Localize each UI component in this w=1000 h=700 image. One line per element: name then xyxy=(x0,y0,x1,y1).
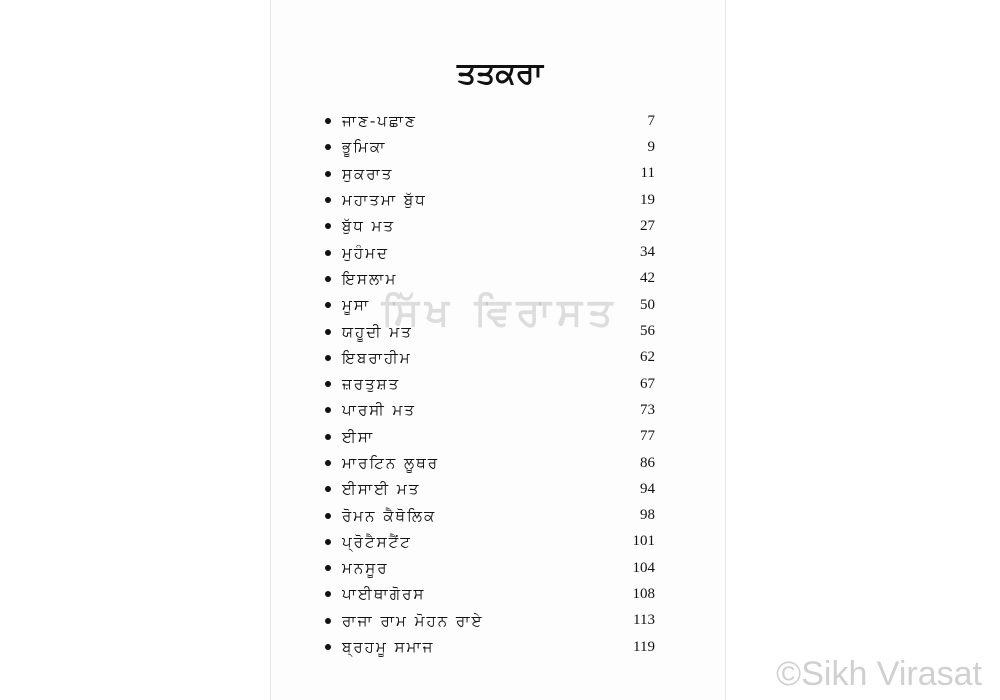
toc-entry xyxy=(325,345,655,371)
toc-entry-page-number: 62 xyxy=(640,349,655,366)
bullet-icon xyxy=(325,407,331,413)
toc-entry xyxy=(325,581,655,607)
toc-entry-title: ਈਸਾ xyxy=(342,427,375,446)
toc-entry-page-number: 9 xyxy=(647,138,655,155)
toc-entry-page-number: 7 xyxy=(647,112,655,129)
toc-entry-page-number: 86 xyxy=(640,454,655,471)
toc-entry-title: ਮੂਸਾ xyxy=(342,296,371,315)
toc-entry-page-number: 113 xyxy=(633,612,655,629)
toc-entry-page-number: 101 xyxy=(632,533,655,550)
center-watermark: ਸਿੱਖ ਵਿਰਾਸਤ xyxy=(381,290,619,334)
toc-entry-title: ਬੁੱਧ ਮਤ xyxy=(342,217,396,236)
bullet-icon xyxy=(325,302,331,308)
bullet-icon xyxy=(325,355,331,361)
bullet-icon xyxy=(325,118,331,124)
toc-entry-page-number: 104 xyxy=(632,559,655,576)
bullet-icon xyxy=(325,434,331,440)
toc-entry xyxy=(325,634,655,660)
toc-entry xyxy=(325,318,655,344)
bullet-icon xyxy=(325,513,331,519)
toc-entry-title: ਯਹੂਦੀ ਮਤ xyxy=(342,322,413,341)
bullet-icon xyxy=(325,223,331,229)
toc-entry xyxy=(325,292,655,318)
bullet-icon xyxy=(325,250,331,256)
bullet-icon xyxy=(325,618,331,624)
toc-entry xyxy=(325,424,655,450)
toc-entry-page-number: 73 xyxy=(640,401,655,418)
toc-entry-page-number: 50 xyxy=(640,296,655,313)
bullet-icon xyxy=(325,381,331,387)
toc-entry-page-number: 27 xyxy=(640,217,655,234)
toc-entry-title: ਮੁਹੰਮਦ xyxy=(342,243,389,262)
toc-entry-page-number: 98 xyxy=(640,507,655,524)
toc-entry-title: ਪਾਈਥਾਗੋਰਸ xyxy=(342,585,426,604)
toc-entry-page-number: 19 xyxy=(640,191,655,208)
toc-entry-title: ਮਨਸੂਰ xyxy=(342,559,389,578)
toc-entry xyxy=(325,108,655,134)
table-of-contents xyxy=(325,108,655,660)
toc-entry-page-number: 77 xyxy=(640,428,655,445)
bullet-icon xyxy=(325,460,331,466)
toc-entry-title: ਰਾਜਾ ਰਾਮ ਮੋਹਨ ਰਾਏ xyxy=(342,611,484,630)
toc-entry xyxy=(325,476,655,502)
toc-entry xyxy=(325,266,655,292)
bullet-icon xyxy=(325,144,331,150)
toc-entry xyxy=(325,239,655,265)
bullet-icon xyxy=(325,591,331,597)
toc-entry xyxy=(325,161,655,187)
bullet-icon xyxy=(325,539,331,545)
toc-entry xyxy=(325,502,655,528)
bullet-icon xyxy=(325,171,331,177)
toc-entry xyxy=(325,397,655,423)
toc-entry-page-number: 42 xyxy=(640,270,655,287)
toc-entry xyxy=(325,371,655,397)
toc-entry-title: ਮਾਰਟਿਨ ਲੂਥਰ xyxy=(342,454,439,472)
bullet-icon xyxy=(325,565,331,571)
toc-entry-title: ਭੂਮਿਕਾ xyxy=(342,138,387,157)
toc-entry-page-number: 34 xyxy=(640,244,655,261)
toc-entry-title: ਮਹਾਤਮਾ ਬੁੱਧ xyxy=(342,191,427,210)
toc-entry-title: ਰੋਮਨ ਕੈਥੋਲਿਕ xyxy=(342,506,437,525)
toc-entry-page-number: 11 xyxy=(640,165,655,182)
toc-entry-page-number: 108 xyxy=(632,585,655,602)
corner-watermark: ©Sikh Virasat xyxy=(776,655,982,693)
toc-entry-title: ਇਸਲਾਮ xyxy=(342,269,398,288)
toc-entry-title: ਪਾਰਸੀ ਮਤ xyxy=(342,401,417,420)
toc-entry xyxy=(325,450,655,476)
toc-entry xyxy=(325,213,655,239)
toc-entry-page-number: 119 xyxy=(633,638,655,655)
toc-entry-title: ਈਸਾਈ ਮਤ xyxy=(342,480,421,499)
toc-entry xyxy=(325,529,655,555)
toc-entry xyxy=(325,134,655,160)
toc-entry xyxy=(325,187,655,213)
bullet-icon xyxy=(325,197,331,203)
toc-entry-title: ਜ਼ਰਤੁਸ਼ਤ xyxy=(342,375,401,394)
toc-entry xyxy=(325,555,655,581)
page-title: ਤਤਕਰਾ xyxy=(456,56,544,91)
toc-entry-title: ਸੁਕਰਾਤ xyxy=(342,164,394,183)
toc-entry-title: ਇਬਰਾਹੀਮ xyxy=(342,348,412,367)
toc-entry-title: ਜਾਣ-ਪਛਾਣ xyxy=(342,112,417,131)
bullet-icon xyxy=(325,644,331,650)
toc-entry-page-number: 94 xyxy=(640,480,655,497)
bullet-icon xyxy=(325,486,331,492)
bullet-icon xyxy=(325,276,331,282)
toc-entry-page-number: 67 xyxy=(640,375,655,392)
bullet-icon xyxy=(325,329,331,335)
toc-entry-title: ਪ੍ਰੋਟੈਸਟੈਂਟ xyxy=(342,532,412,551)
toc-entry-title: ਬ੍ਰਹਮੂ ਸਮਾਜ xyxy=(342,638,435,657)
toc-entry-page-number: 56 xyxy=(640,323,655,340)
toc-entry xyxy=(325,608,655,634)
